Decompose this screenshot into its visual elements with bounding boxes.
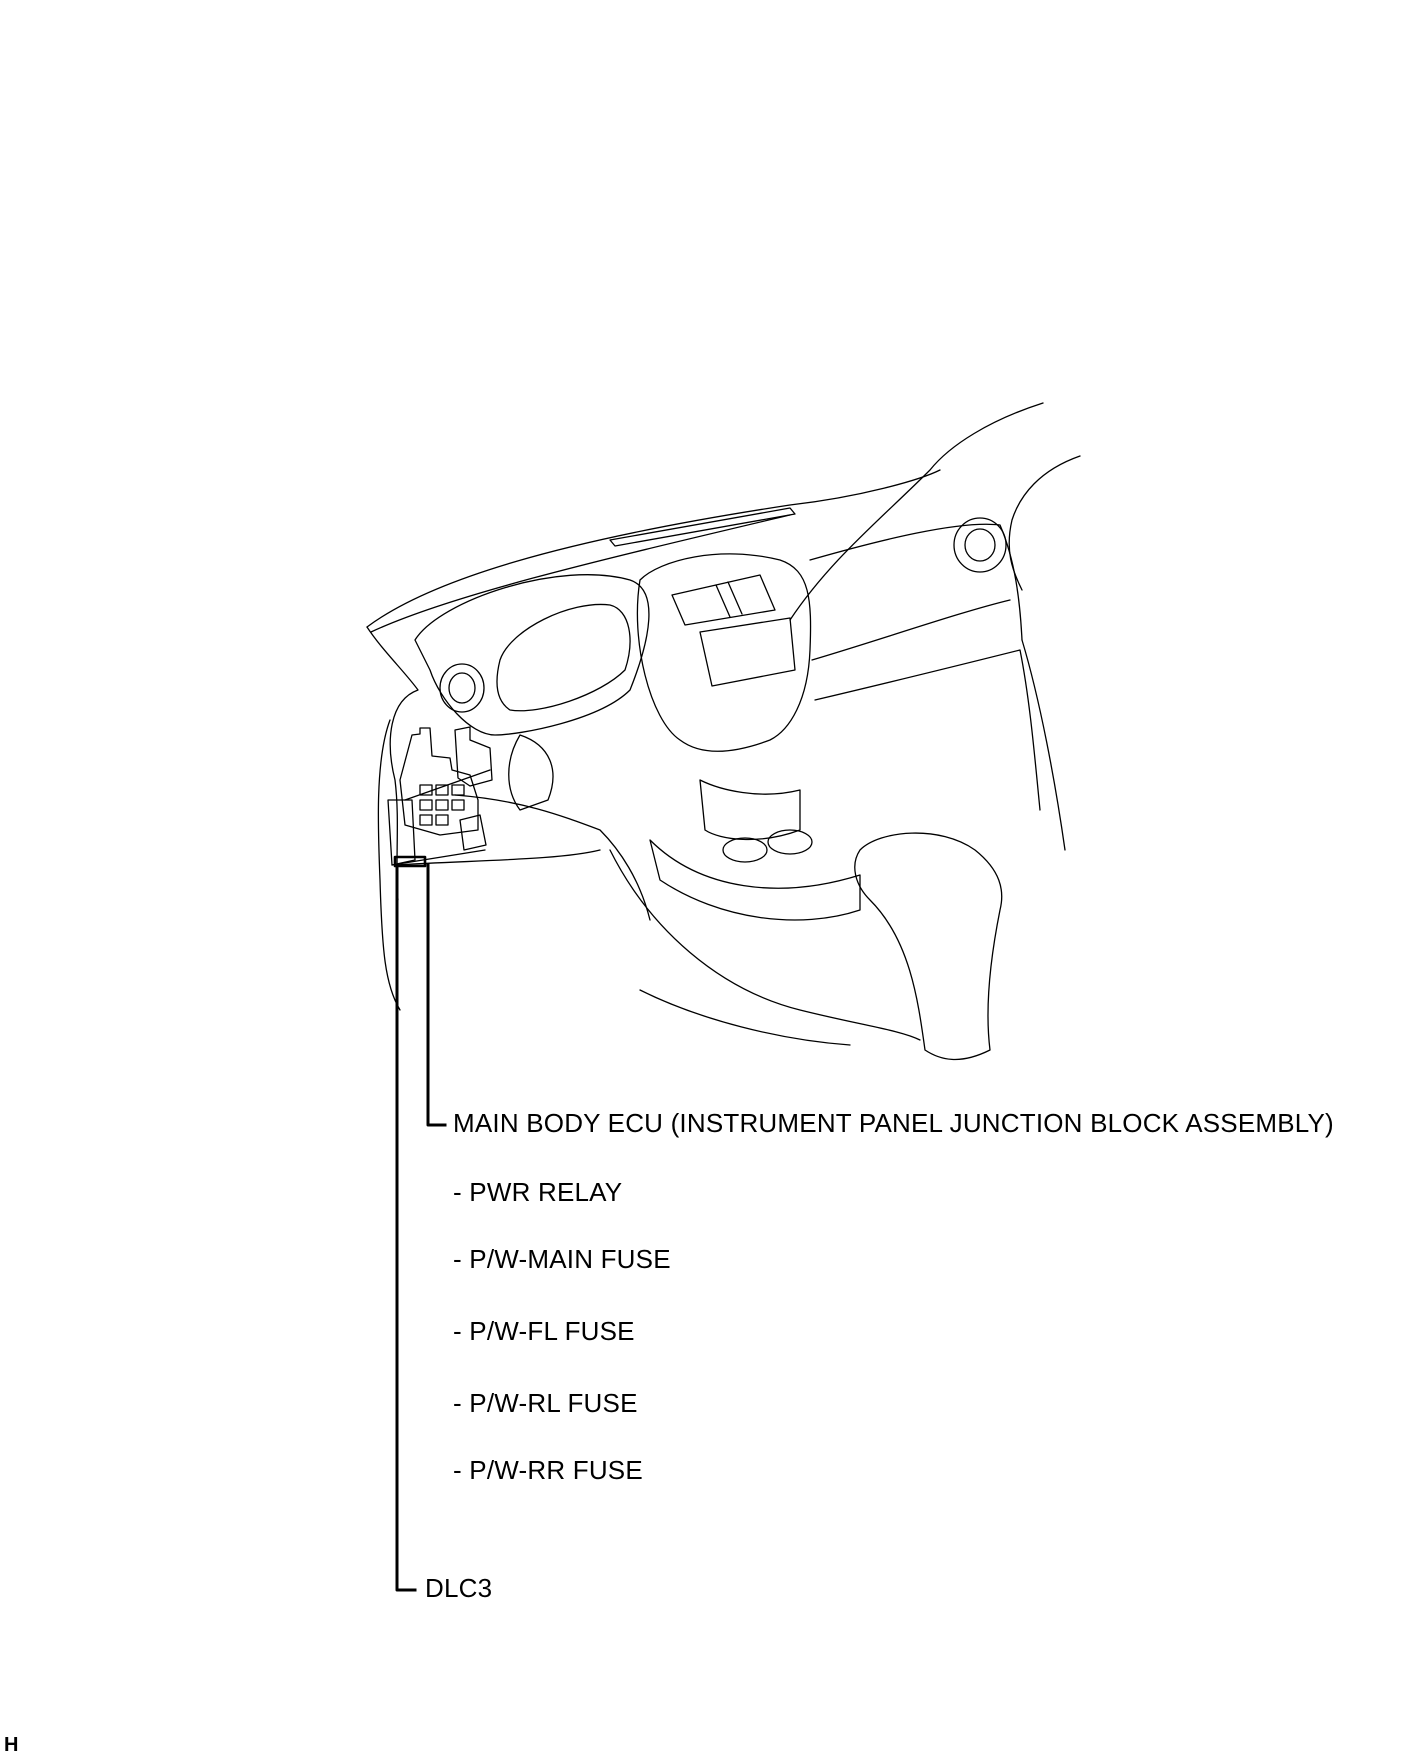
right-vent-outer bbox=[954, 518, 1006, 572]
vent-divider-1 bbox=[716, 585, 730, 617]
main-body-ecu-label: MAIN BODY ECU (INSTRUMENT PANEL JUNCTION BLOCK ASSEMBLY) bbox=[453, 1108, 1334, 1138]
windshield-frame bbox=[790, 403, 1043, 620]
junction-block-lower bbox=[388, 800, 415, 865]
upper-vents-box bbox=[672, 575, 775, 625]
fuse-row-5 bbox=[436, 800, 448, 810]
fuse-row-6 bbox=[452, 800, 464, 810]
passenger-dash-upper bbox=[810, 524, 1022, 640]
cluster-face bbox=[497, 604, 630, 710]
dashboard-top-inner bbox=[371, 515, 790, 632]
fuse-row-4 bbox=[420, 800, 432, 810]
console-lower bbox=[640, 990, 850, 1045]
display-screen bbox=[700, 618, 795, 686]
left-vent-inner bbox=[449, 673, 475, 703]
glovebox-line bbox=[815, 650, 1040, 810]
lower-dash-left bbox=[455, 795, 650, 920]
leader-main-body-ecu bbox=[428, 865, 445, 1125]
armrest bbox=[855, 833, 1002, 1059]
passenger-dash-lower bbox=[812, 600, 1010, 660]
steering-column bbox=[509, 735, 553, 810]
fuse-row-7 bbox=[420, 815, 432, 825]
pw-fl-fuse-label: - P/W-FL FUSE bbox=[453, 1316, 635, 1346]
right-vent-inner bbox=[965, 529, 995, 561]
defroster-slot bbox=[610, 508, 795, 546]
left-vent-outer bbox=[440, 664, 484, 712]
passenger-lower-curve bbox=[1022, 640, 1065, 850]
console-side bbox=[610, 850, 920, 1040]
fuse-row-3 bbox=[452, 785, 464, 795]
dlc3-label: DLC3 bbox=[425, 1573, 493, 1603]
pwr-relay-label: - PWR RELAY bbox=[453, 1177, 623, 1207]
console-shift-area bbox=[650, 840, 860, 920]
left-dash-end bbox=[367, 627, 418, 900]
cupholder-1 bbox=[723, 838, 767, 862]
leader-dlc3 bbox=[397, 867, 415, 1590]
right-pillar bbox=[1009, 456, 1080, 590]
vent-divider-2 bbox=[728, 582, 742, 614]
pw-main-fuse-label: - P/W-MAIN FUSE bbox=[453, 1244, 671, 1274]
corner-mark: H bbox=[4, 1734, 19, 1756]
pw-rl-fuse-label: - P/W-RL FUSE bbox=[453, 1388, 638, 1418]
pw-rr-fuse-label: - P/W-RR FUSE bbox=[453, 1455, 643, 1485]
fuse-row-8 bbox=[436, 815, 448, 825]
junction-block-relay bbox=[455, 727, 492, 786]
cluster-hood bbox=[415, 575, 649, 735]
